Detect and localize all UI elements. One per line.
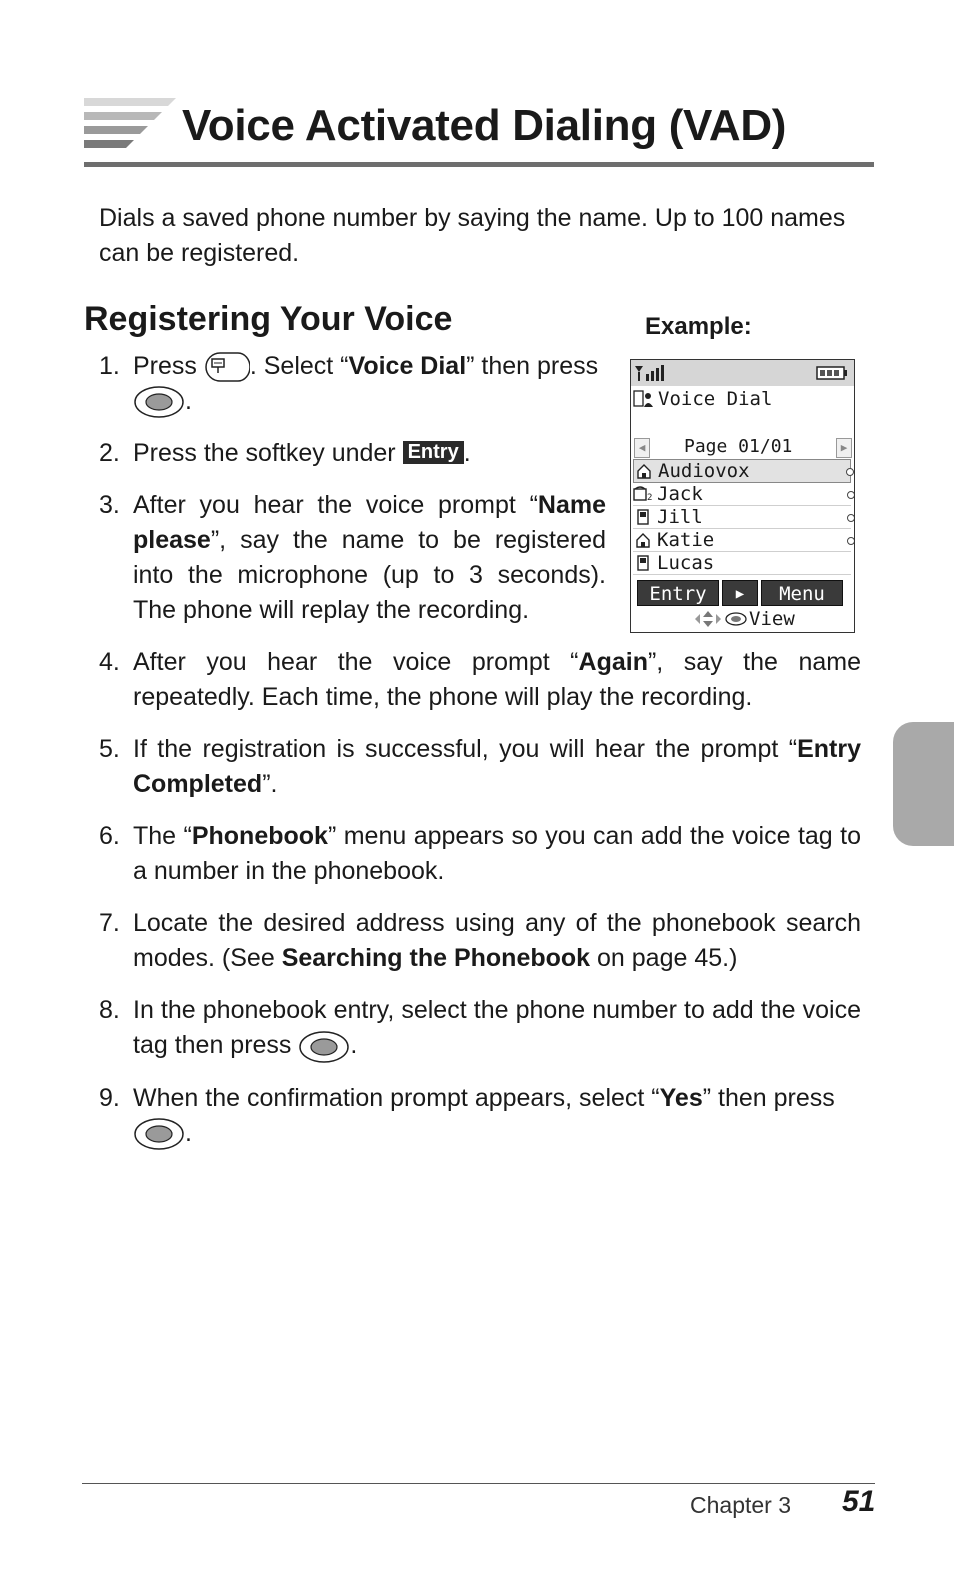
- step-number: 5.: [99, 735, 120, 764]
- mobile-icon: [633, 509, 653, 525]
- title-rule: [84, 162, 874, 167]
- ok-key-icon: [133, 1117, 185, 1151]
- step-6: [99, 819, 861, 889]
- step-text: In the phonebook entry, select the phone number to add the voice tag then press .: [133, 993, 861, 1063]
- footer-rule: [82, 1483, 875, 1484]
- navigation-hint: [693, 608, 795, 630]
- softkey-entry[interactable]: Entry: [637, 580, 719, 606]
- contact-row[interactable]: [633, 529, 851, 552]
- step-9: [99, 1081, 861, 1151]
- navigation-key-icon: [693, 610, 723, 628]
- step-7: [99, 906, 861, 976]
- contact-name: Audiovox: [658, 460, 750, 482]
- page-left-arrow-icon[interactable]: ◀: [634, 438, 650, 458]
- contact-row[interactable]: [633, 506, 851, 529]
- step-4: [99, 645, 861, 715]
- page-indicator-bar: [634, 436, 852, 458]
- intro-paragraph: Dials a saved phone number by saying the name. Up to 100 names can be registered.: [99, 204, 846, 267]
- step-number: 8.: [99, 996, 120, 1025]
- voice-tag-marker: [847, 491, 855, 499]
- softkey-play[interactable]: ▶: [722, 580, 758, 606]
- step-number: 2.: [99, 439, 120, 468]
- voice-tag-marker: [846, 468, 854, 476]
- phone-screen-example: [630, 359, 855, 633]
- footer-page-number: 51: [842, 1485, 876, 1518]
- contact-name: Katie: [657, 529, 715, 551]
- example-label: Example:: [645, 313, 752, 340]
- page-title: Voice Activated Dialing (VAD): [182, 101, 787, 150]
- step-text: After you hear the voice prompt “Again”, say the name repeatedly. Each time, the phone will play the recording.: [133, 648, 861, 712]
- chapter-thumb-tab: [893, 722, 954, 846]
- step-text: The “Phonebook” menu appears so you can add the voice tag to a number in the phonebook.: [133, 822, 861, 886]
- menu-key-icon: [204, 351, 250, 383]
- screen-header-title: Voice Dial: [658, 388, 773, 410]
- view-label: View: [749, 608, 795, 630]
- home-icon: [633, 532, 653, 548]
- entry-softkey-label: Entry: [403, 441, 464, 464]
- contact-row[interactable]: [633, 483, 851, 506]
- battery-icon: [816, 366, 848, 380]
- step-text: Locate the desired address using any of the phonebook search modes. (See Searching the Phonebook on page 45.): [133, 909, 861, 973]
- section-title: Registering Your Voice: [84, 300, 453, 338]
- mobile-icon: [633, 555, 653, 571]
- step-text: Press . Select “Voice Dial” then press .: [133, 349, 606, 419]
- contact-name: Lucas: [657, 552, 715, 574]
- screen-header: [633, 388, 772, 410]
- step-number: 6.: [99, 822, 120, 851]
- step-8: [99, 993, 861, 1063]
- ok-key-icon: [298, 1030, 350, 1064]
- ok-key-icon: [133, 385, 185, 419]
- contact-row[interactable]: [633, 459, 851, 483]
- signal-strength-icon: [634, 364, 674, 382]
- contact-row[interactable]: [633, 552, 851, 575]
- status-bar: [631, 360, 854, 386]
- step-text: If the registration is successful, you will hear the prompt “Entry Completed”.: [133, 735, 861, 799]
- title-decoration-icon: [84, 98, 180, 158]
- step-number: 7.: [99, 909, 120, 938]
- page-right-arrow-icon[interactable]: ▶: [836, 438, 852, 458]
- voice-tag-marker: [847, 537, 855, 545]
- voice-dial-icon: [633, 389, 655, 409]
- step-text: When the confirmation prompt appears, select “Yes” then press .: [133, 1081, 861, 1151]
- step-number: 1.: [99, 352, 120, 380]
- step-number: 3.: [99, 491, 120, 520]
- contact-list: [633, 459, 851, 575]
- softkey-menu[interactable]: Menu: [761, 580, 843, 606]
- step-5: [99, 732, 861, 802]
- step-number: 4.: [99, 648, 120, 677]
- contact-name: Jill: [657, 506, 703, 528]
- phone-icon: [633, 486, 653, 502]
- step-text: After you hear the voice prompt “Name please”, say the name to be registered into the microphone (up to 3 seconds). The phone will replay the recording.: [133, 491, 606, 625]
- voice-tag-marker: [847, 514, 855, 522]
- footer-chapter: Chapter 3: [690, 1492, 792, 1518]
- softkey-bar: [637, 580, 848, 606]
- step-number: 9.: [99, 1083, 120, 1112]
- step-text: Press the softkey under Entry .: [133, 439, 471, 468]
- page-indicator: Page 01/01: [684, 436, 793, 457]
- svg-text:2: 2: [647, 493, 653, 502]
- contact-name: Jack: [657, 483, 703, 505]
- home-icon: [634, 463, 654, 479]
- ok-key-icon: [725, 612, 747, 626]
